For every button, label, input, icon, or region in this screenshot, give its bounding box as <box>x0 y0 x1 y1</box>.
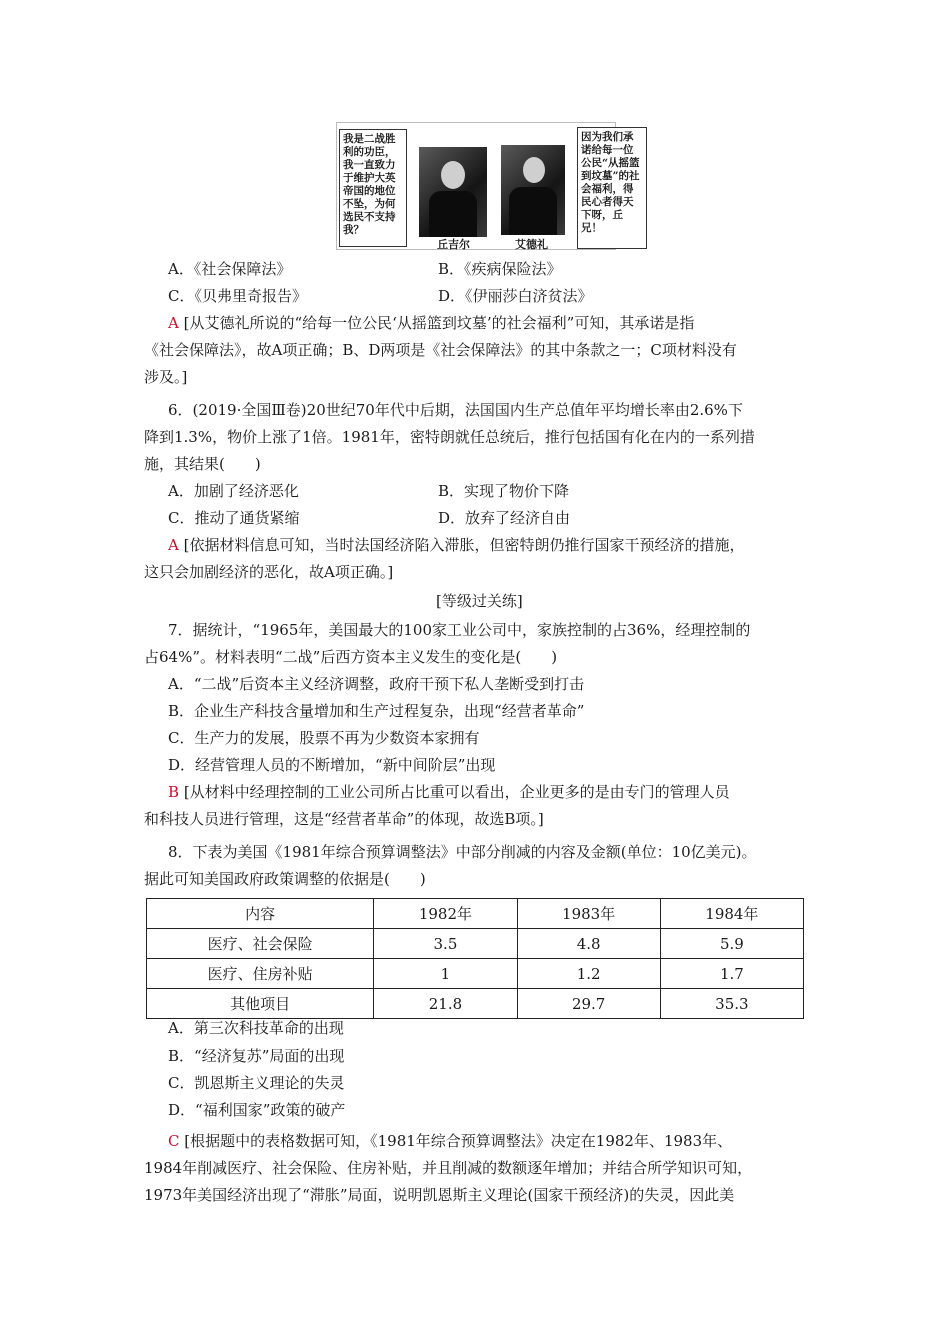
q8-explanation-line-3: 1973年美国经济出现了“滞胀”局面，说明凯恩斯主义理论(国家干预经济)的失灵，因此美 <box>144 1186 735 1204</box>
q6-stem-line-1: 6．(2019·全国Ⅲ卷)20世纪70年代中后期，法国国内生产总值年平均增长率由2.6%下 <box>168 401 743 419</box>
q6-option-b: B．实现了物价下降 <box>438 482 570 500</box>
q6-explanation-line-2: 这只会加剧经济的恶化，故A项正确。] <box>144 563 394 581</box>
q5-option-b: B．《疾病保险法》 <box>438 260 562 278</box>
q7-stem-line-2: 占64%”。材料表明“二战”后西方资本主义发生的变化是( ) <box>144 648 558 666</box>
q7-option-d: D．经营管理人员的不断增加，“新中间阶层”出现 <box>168 756 496 774</box>
q8-answer: C <box>168 1132 180 1150</box>
q7-stem-line-1: 7．据统计，“1965年，美国最大的100家工业公司中，家族控制的占36%，经理控制的 <box>168 621 751 639</box>
table-row <box>147 929 804 959</box>
q6-option-d: D．放弃了经济自由 <box>438 509 571 527</box>
q7-option-b: B．企业生产科技含量增加和生产过程复杂，出现“经营者革命” <box>168 702 585 720</box>
q6-stem-line-3: 施，其结果( ) <box>144 455 261 473</box>
q5-explanation-line-1: A [从艾德礼所说的“给每一位公民‘从摇篮到坟墓’的社会福利”可知，其承诺是指 <box>168 314 695 332</box>
churchill-photo <box>419 147 487 237</box>
table-cell: 医疗、住房补贴 <box>147 959 374 989</box>
table-cell: 医疗、社会保险 <box>147 929 374 959</box>
q7-option-c: C．生产力的发展，股票不再为少数资本家拥有 <box>168 729 480 747</box>
q5-option-d: D．《伊丽莎白济贫法》 <box>438 287 593 305</box>
section-title: [等级过关练] <box>436 592 523 610</box>
table-header-cell: 内容 <box>147 899 374 929</box>
table-cell: 其他项目 <box>147 989 374 1019</box>
table-cell: 3.5 <box>374 929 517 959</box>
q8-option-c: C．凯恩斯主义理论的失灵 <box>168 1074 345 1092</box>
table-header-cell: 1983年 <box>517 899 660 929</box>
q7-answer: B <box>168 783 180 801</box>
q5-explanation-line-3: 涉及。] <box>144 368 188 386</box>
table-row <box>147 959 804 989</box>
q5-answer: A <box>168 314 179 332</box>
q8-explanation-line-2: 1984年削减医疗、社会保险、住房补贴，并且削减的数额逐年增加；并结合所学知识可知， <box>144 1159 753 1177</box>
cartoon-figure <box>336 122 640 251</box>
table-cell: 35.3 <box>660 989 803 1019</box>
q8-option-b: B．“经济复苏”局面的出现 <box>168 1047 345 1065</box>
q5-option-c: C．《贝弗里奇报告》 <box>168 287 307 305</box>
table-header-row <box>147 899 804 929</box>
q6-option-c: C．推动了通货紧缩 <box>168 509 300 527</box>
table-cell: 1.2 <box>517 959 660 989</box>
table-row <box>147 989 804 1019</box>
q7-option-a: A．“二战”后资本主义经济调整，政府干预下私人垄断受到打击 <box>168 675 585 693</box>
q8-option-a: A．第三次科技革命的出现 <box>168 1019 344 1037</box>
q5-option-a: A．《社会保障法》 <box>168 260 292 278</box>
table-cell: 21.8 <box>374 989 517 1019</box>
table-header-cell: 1984年 <box>660 899 803 929</box>
q6-stem-line-2: 降到1.3%，物价上涨了1倍。1981年，密特朗就任总统后，推行包括国有化在内的一系列措 <box>144 428 755 446</box>
q5-explanation-line-2: 《社会保障法》，故A项正确；B、D两项是《社会保障法》的其中条款之一；C项材料没有 <box>144 341 737 359</box>
q8-stem-line-1: 8．下表为美国《1981年综合预算调整法》中部分削减的内容及金额(单位：10亿美元)。 <box>168 843 757 861</box>
table-cell: 4.8 <box>517 929 660 959</box>
budget-table <box>146 898 804 1019</box>
churchill-caption: 丘吉尔 <box>437 238 470 251</box>
table-cell: 29.7 <box>517 989 660 1019</box>
q8-option-d: D．“福利国家”政策的破产 <box>168 1101 346 1119</box>
q8-stem-line-2: 据此可知美国政府政策调整的依据是( ) <box>144 870 426 888</box>
table-header-cell: 1982年 <box>374 899 517 929</box>
left-speech-bubble: 我是二战胜利的功臣，我一直致力于维护大英帝国的地位不坠，为何选民不支持我？ <box>339 129 407 247</box>
table-cell: 1 <box>374 959 517 989</box>
q6-answer: A <box>168 536 179 554</box>
table-cell: 5.9 <box>660 929 803 959</box>
right-speech-bubble: 因为我们承诺给每一位公民“从摇篮到坟墓”的社会福利，得民心者得天下呀，丘兄！ <box>577 127 647 249</box>
q7-explanation-line-1: B [从材料中经理控制的工业公司所占比重可以看出，企业更多的是由专门的管理人员 <box>168 783 730 801</box>
attlee-caption: 艾德礼 <box>515 238 548 251</box>
attlee-photo <box>501 145 565 235</box>
q6-explanation-line-1: A [依据材料信息可知，当时法国经济陷入滞胀，但密特朗仍推行国家干预经济的措施， <box>168 536 745 554</box>
q6-option-a: A．加剧了经济恶化 <box>168 482 299 500</box>
q8-explanation-line-1: C [根据题中的表格数据可知，《1981年综合预算调整法》决定在1982年、1983年、 <box>168 1132 733 1150</box>
q7-explanation-line-2: 和科技人员进行管理，这是“经营者革命”的体现，故选B项。] <box>144 810 544 828</box>
table-cell: 1.7 <box>660 959 803 989</box>
